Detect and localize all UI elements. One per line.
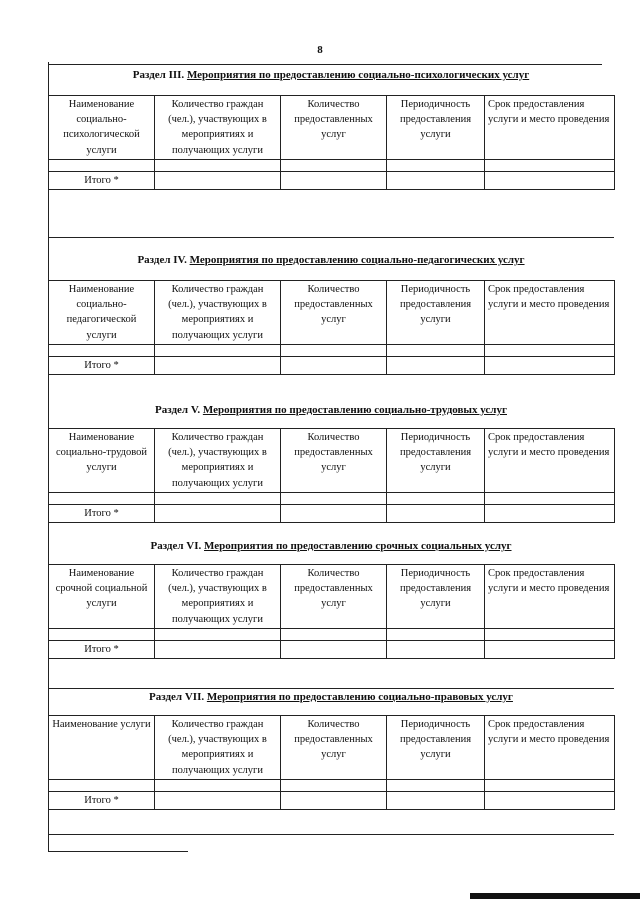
- header-row: [49, 565, 615, 629]
- section-title: Раздел VI. Мероприятия по предоставлению срочных социальных услуг: [150, 540, 512, 552]
- header-name: Наименование социально-педагогической услуги: [49, 281, 155, 345]
- section-7: [48, 691, 614, 810]
- header-term: Срок предоставления услуги и место проведения: [485, 281, 615, 345]
- bottom-rule: [48, 834, 614, 835]
- total-label: Итого *: [49, 356, 155, 374]
- header-row: [49, 716, 615, 780]
- header-periodicity: Периодичность предоставления услуги: [387, 716, 485, 780]
- header-term: Срок предоставления услуги и место проведения: [485, 429, 615, 493]
- total-row: [49, 171, 615, 189]
- total-row: [49, 356, 615, 374]
- header-row: [49, 429, 615, 493]
- scan-edge-bar: [470, 893, 640, 899]
- header-services-count: Количество предоставленных услуг: [281, 429, 387, 493]
- total-row: [49, 640, 615, 658]
- rule-before-section-7: [48, 688, 614, 689]
- section-3: [48, 69, 614, 190]
- header-quantity: Количество граждан (чел.), участвующих в мероприятиях и получающих услуги: [155, 716, 281, 780]
- header-services-count: Количество предоставленных услуг: [281, 565, 387, 629]
- header-name: Наименование социально-трудовой услуги: [49, 429, 155, 493]
- section-6: [48, 540, 614, 659]
- header-name: Наименование срочной социальной услуги: [49, 565, 155, 629]
- rule-before-section-4: [48, 237, 614, 238]
- section-title: Раздел III. Мероприятия по предоставлению социально-психологических услуг: [132, 69, 530, 81]
- section-5-table: [48, 428, 615, 523]
- header-services-count: Количество предоставленных услуг: [281, 96, 387, 160]
- total-row: [49, 791, 615, 809]
- header-name: Наименование услуги: [49, 716, 155, 780]
- table-row: [49, 344, 615, 356]
- header-row: [49, 281, 615, 345]
- header-quantity: Количество граждан (чел.), участвующих в мероприятиях и получающих услуги: [155, 96, 281, 160]
- header-quantity: Количество граждан (чел.), участвующих в мероприятиях и получающих услуги: [155, 565, 281, 629]
- header-quantity: Количество граждан (чел.), участвующих в мероприятиях и получающих услуги: [155, 281, 281, 345]
- header-services-count: Количество предоставленных услуг: [281, 281, 387, 345]
- page-number: 8: [317, 44, 323, 56]
- section-7-table: [48, 715, 615, 810]
- header-periodicity: Периодичность предоставления услуги: [387, 96, 485, 160]
- header-name: Наименование социально-психологической услуги: [49, 96, 155, 160]
- header-services-count: Количество предоставленных услуг: [281, 716, 387, 780]
- header-quantity: Количество граждан (чел.), участвующих в мероприятиях и получающих услуги: [155, 429, 281, 493]
- header-term: Срок предоставления услуги и место проведения: [485, 565, 615, 629]
- total-label: Итого *: [49, 171, 155, 189]
- section-title: Раздел IV. Мероприятия по предоставлению социально-педагогических услуг: [137, 254, 525, 266]
- section-6-table: [48, 564, 615, 659]
- table-row: [49, 628, 615, 640]
- section-4: [48, 254, 614, 375]
- section-5: [48, 404, 614, 523]
- top-rule: [48, 64, 602, 65]
- section-4-table: [48, 280, 615, 375]
- header-term: Срок предоставления услуги и место проведения: [485, 96, 615, 160]
- header-row: [49, 96, 615, 160]
- bottom-rule-2: [48, 851, 188, 852]
- header-term: Срок предоставления услуги и место проведения: [485, 716, 615, 780]
- section-title: Раздел VII. Мероприятия по предоставлению социально-правовых услуг: [149, 691, 513, 703]
- header-periodicity: Периодичность предоставления услуги: [387, 429, 485, 493]
- total-label: Итого *: [49, 791, 155, 809]
- total-row: [49, 504, 615, 522]
- table-row: [49, 779, 615, 791]
- total-label: Итого *: [49, 504, 155, 522]
- header-periodicity: Периодичность предоставления услуги: [387, 565, 485, 629]
- section-3-table: [48, 95, 615, 190]
- table-row: [49, 492, 615, 504]
- section-title: Раздел V. Мероприятия по предоставлению социально-трудовых услуг: [155, 404, 507, 416]
- header-periodicity: Периодичность предоставления услуги: [387, 281, 485, 345]
- total-label: Итого *: [49, 640, 155, 658]
- table-row: [49, 159, 615, 171]
